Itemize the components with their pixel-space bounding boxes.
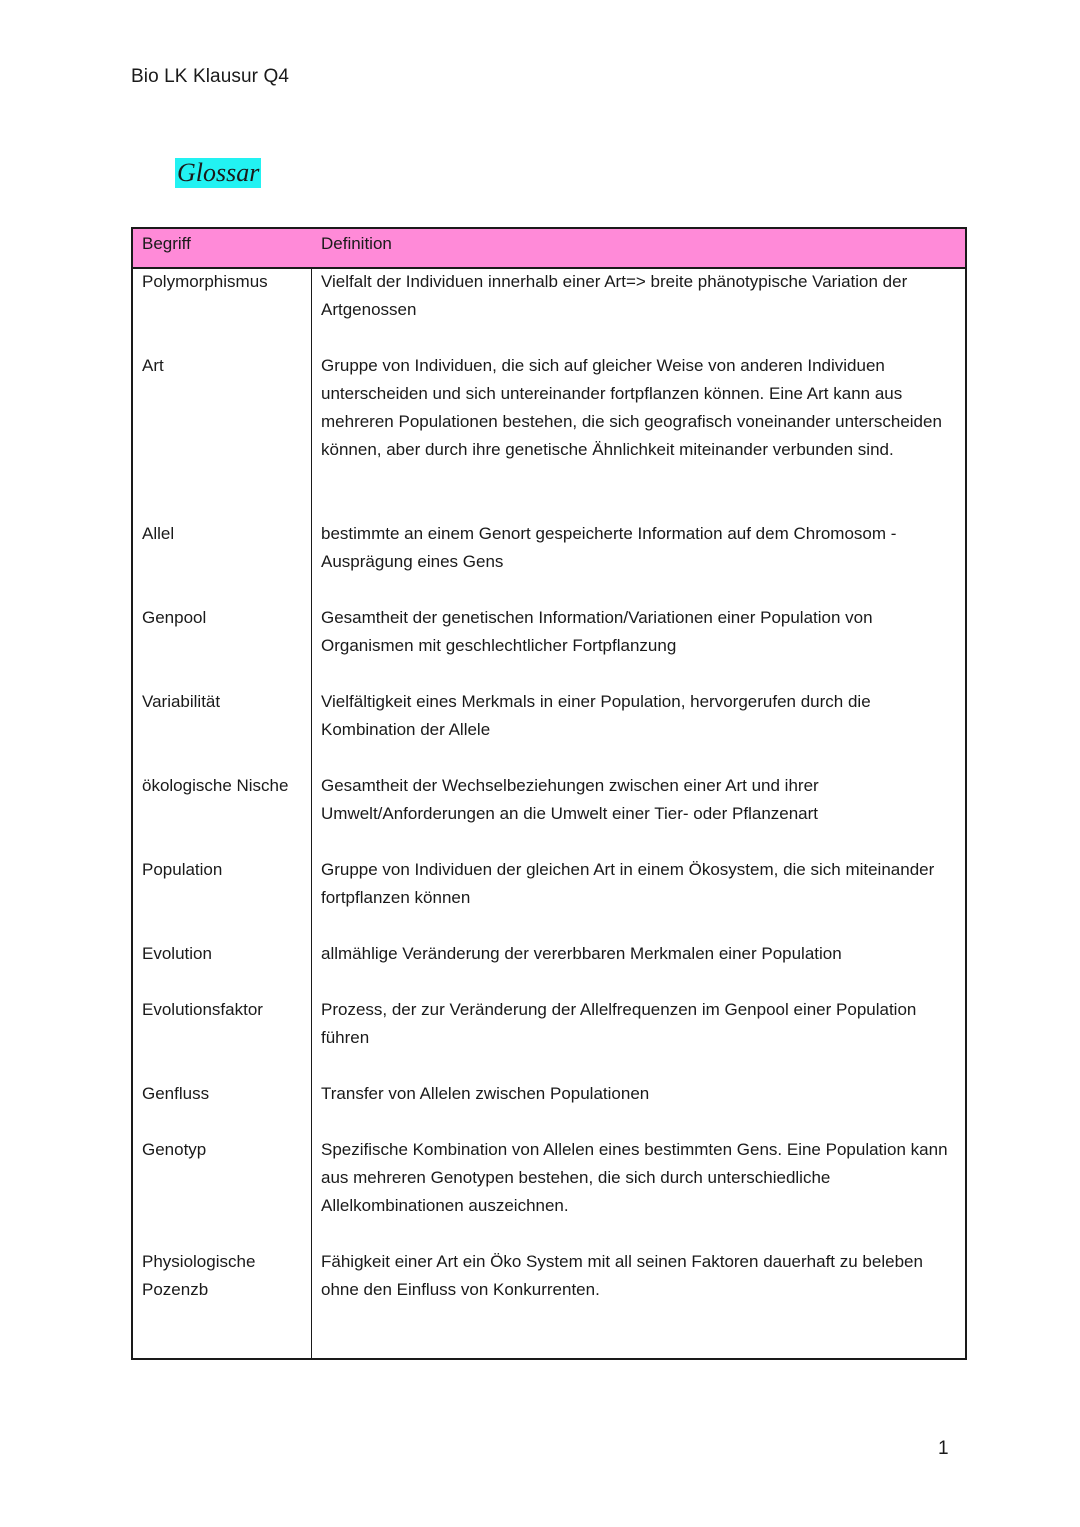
definition-cell: Spezifische Kombination von Allelen eines bestimmten Gens. Eine Population kann aus mehreren Genotypen bestehen, die sich durch unterschiedliche Allelkombinationen auszeichnen. [321,1140,948,1215]
page-number: 1 [938,1438,949,1459]
definition-cell: Gesamtheit der genetischen Information/Variationen einer Population von Organismen mit geschlechtlicher Fortpflanzung [321,608,873,655]
definition-cell: bestimmte an einem Genort gespeicherte Information auf dem Chromosom - Ausprägung eines Gens [321,524,897,571]
glossary-title: Glossar [177,158,260,187]
definition-cell: Vielfältigkeit eines Merkmals in einer Population, hervorgerufen durch die Kombination der Allele [321,692,871,739]
definition-cell: Gesamtheit der Wechselbeziehungen zwischen einer Art und ihrer Umwelt/Anforderungen an die Umwelt einer Tier- oder Pflanzenart [321,776,819,823]
term-cell: Evolutionsfaktor [142,1000,263,1019]
term-cell: Variabilität [142,692,221,711]
term-cell: Physiologische Pozenzb [142,1252,256,1299]
definition-cell: Vielfalt der Individuen innerhalb einer Art=> breite phänotypische Variation der Artgenossen [321,272,908,319]
definition-cell: Gruppe von Individuen, die sich auf gleicher Weise von anderen Individuen unterscheiden und sich untereinander fortpflanzen können. Eine Art kann aus mehreren Populationen bestehen, die sich geografisch voneinander unterscheiden können, aber durch ihre genetische Ähnlichkeit miteinander verbunden sind. [321,356,942,459]
term-cell: Art [142,356,164,375]
term-cell: Polymorphismus [142,272,268,291]
table-header-row [133,229,965,269]
definition-cell: Prozess, der zur Veränderung der Allelfrequenzen im Genpool einer Population führen [321,1000,917,1047]
term-cell: Allel [142,524,175,543]
column-header-term: Begriff [142,234,191,253]
term-cell: Genotyp [142,1140,207,1159]
definition-cell: Transfer von Allelen zwischen Populationen [321,1084,650,1103]
definition-cell: Fähigkeit einer Art ein Öko System mit all seinen Faktoren dauerhaft zu beleben ohne den Einfluss von Konkurrenten. [321,1252,923,1299]
definition-cell: allmählige Veränderung der vererbbaren Merkmalen einer Population [321,944,842,963]
column-divider [311,229,312,1358]
page-header: Bio LK Klausur Q4 [131,66,290,87]
glossary-table [131,227,967,1360]
definition-cell: Gruppe von Individuen der gleichen Art in einem Ökosystem, die sich miteinander fortpflanzen können [321,860,935,907]
term-cell: Evolution [142,944,212,963]
column-header-definition: Definition [321,234,392,253]
term-cell: ökologische Nische [142,776,289,795]
term-cell: Genfluss [142,1084,210,1103]
term-cell: Genpool [142,608,207,627]
term-cell: Population [142,860,223,879]
